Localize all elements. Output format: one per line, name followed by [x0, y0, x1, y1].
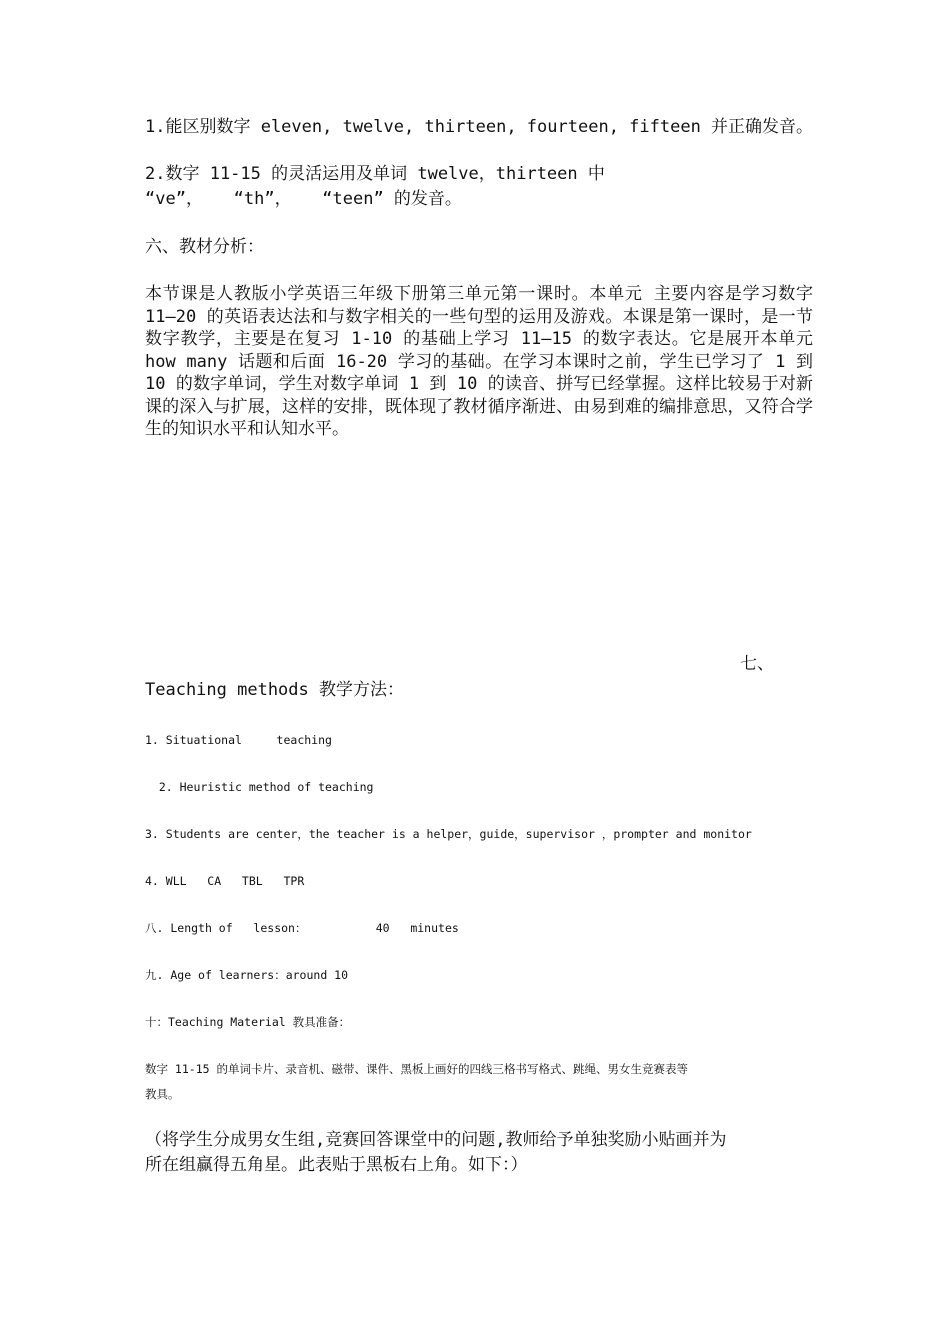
method-item-1: 1. Situational teaching [145, 733, 332, 747]
objective-2-line-1: 2.数字 11-15 的灵活运用及单词 twelve，thirteen 中 [145, 164, 605, 184]
method-item-2: 2. Heuristic method of teaching [145, 780, 374, 794]
teaching-material-line-2: 教具。 [145, 1087, 180, 1101]
section-6-heading: 六、教材分析： [145, 237, 264, 257]
method-item-3: 3. Students are center，the teacher is a helper，guide，supervisor ，prompter and monitor [145, 827, 752, 841]
section-7-heading: Teaching methods 教学方法： [145, 680, 404, 700]
lesson-length: 八. Length of lesson： 40 minutes [145, 921, 459, 935]
teaching-material-heading: 十：Teaching Material 教具准备： [145, 1015, 351, 1029]
section-7-number: 七、 [740, 654, 774, 674]
objective-2-line-2: “ve”， “th”， “teen” 的发音。 [145, 189, 462, 209]
note-line-2: 所在组赢得五角星。此表贴于黑板右上角。如下：） [145, 1155, 528, 1175]
method-item-4: 4. WLL CA TBL TPR [145, 874, 305, 888]
teaching-material-line-1: 数字 11-15 的单词卡片、录音机、磁带、课件、黑板上画好的四线三格书写格式、跳绳、男女生竞赛表等 [145, 1062, 688, 1076]
note-line-1: （将学生分成男女生组,竞赛回答课堂中的问题,教师给予单独奖励小贴画并为 [145, 1130, 727, 1150]
objective-1: 1.能区别数字 eleven, twelve, thirteen, fourteen, fifteen 并正确发音。 [145, 117, 814, 137]
learner-age: 九. Age of learners：around 10 [145, 968, 349, 982]
section-6-body: 本节课是人教版小学英语三年级下册第三单元第一课时。本单元 主要内容是学习数字 11—20 的英语表达法和与数字相关的一些句型的运用及游戏。本课是第一课时，是一节数字教学，主要是在复习 1-10 的基础上学习 11—15 的数字表达。它是展开本单元 how many 话题和后面 16-20 学习的基础。在学习本课时之前，学生已学习了 1 到 10 的数字单词，学生对数字单词 1 到 10 的读音、拼写已经掌握。这样比较易于对新课的深入与扩展，这样的安排，既体现了教材循序渐进、由易到难的编排意思，又符合学生的知识水平和认知水平。 [145, 284, 813, 439]
